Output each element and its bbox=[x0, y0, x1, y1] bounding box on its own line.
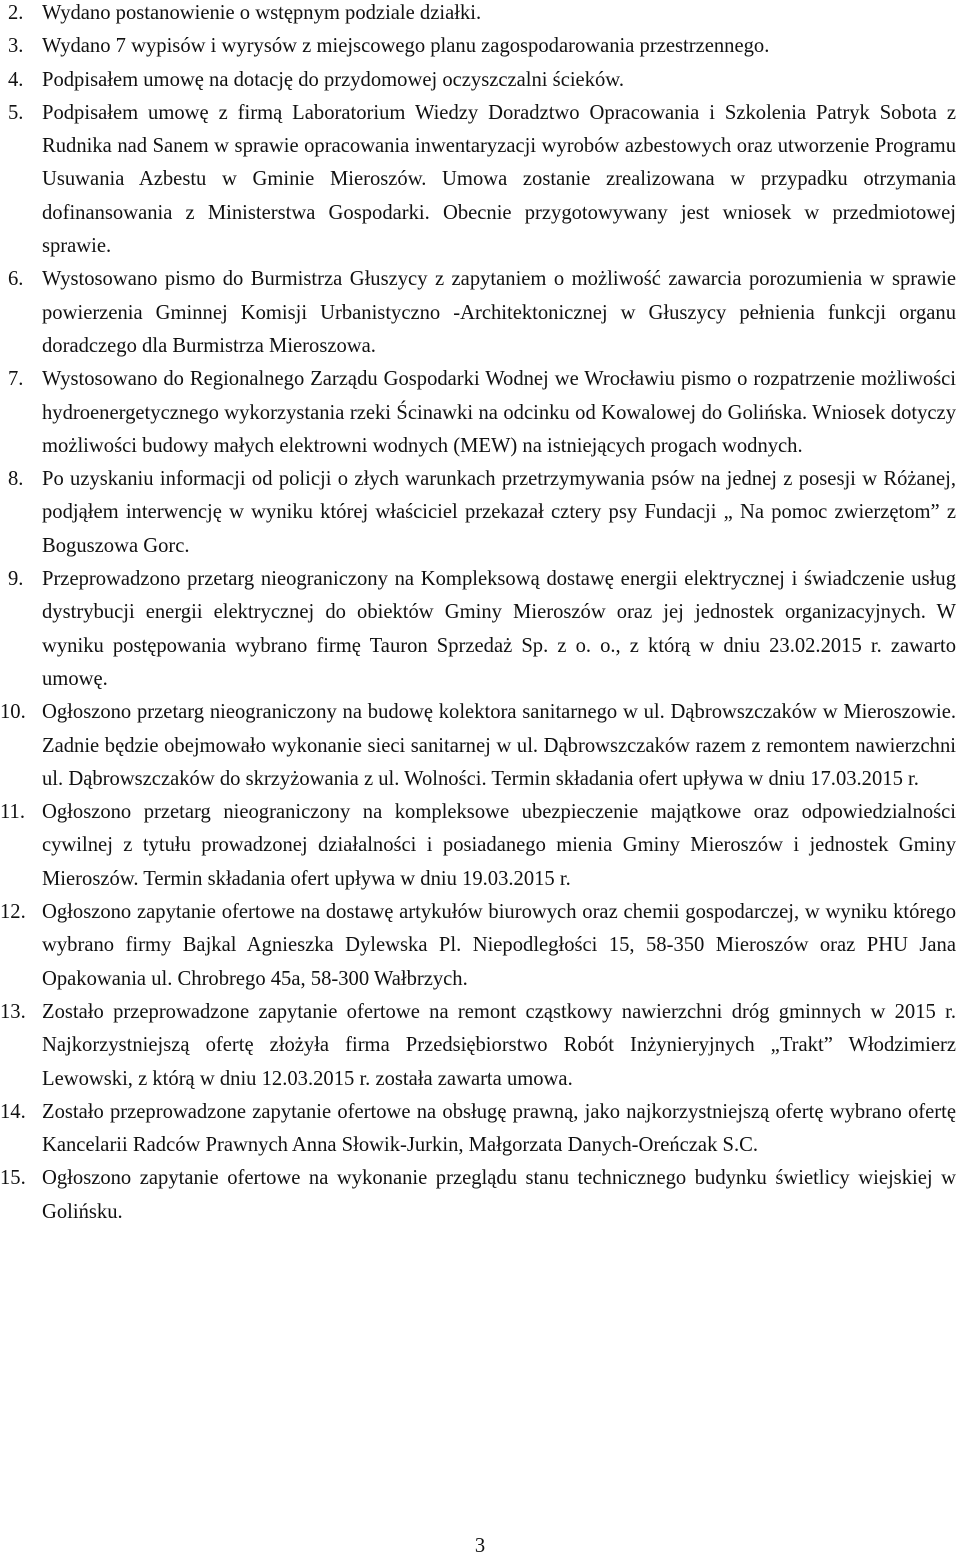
list-item bbox=[0, 796, 960, 896]
item-text: Zostało przeprowadzone zapytanie ofertowe na obsługę prawną, jako najkorzystniejszą ofertę wybrano ofertę Kancelarii Radców Prawnych Anna Słowik-Jurkin, Małgorzata Danych-Oreńczak S.C. bbox=[42, 1100, 956, 1157]
list-item bbox=[0, 97, 960, 263]
list-item bbox=[0, 1096, 960, 1163]
item-text: Ogłoszono przetarg nieograniczony na budowę kolektora sanitarnego w ul. Dąbrowszczaków w Mieroszowie. Zadnie będzie obejmowało wykonanie sieci sanitarnej w ul. Dąbrowszczaków razem z remontem nawierzchni ul. Dąbrowszczaków do skrzyżowania z ul. Wolności. Termin składania ofert upływa w dniu 17.03.2015 r. bbox=[42, 701, 956, 790]
list-item bbox=[0, 896, 960, 996]
item-text: Wydano 7 wypisów i wyrysów z miejscowego planu zagospodarowania przestrzennego. bbox=[42, 35, 770, 58]
item-number: 5. bbox=[8, 101, 24, 124]
list-item bbox=[0, 30, 960, 63]
item-number: 6. bbox=[8, 268, 24, 291]
item-text: Ogłoszono zapytanie ofertowe na dostawę artykułów biurowych oraz chemii gospodarczej, w wyniku którego wybrano firmy Bajkal Agnieszka Dylewska Pl. Niepodległości 15, 58-350 Mieroszów oraz PHU Jana Opakowania ul. Chrobrego 45a, 58-300 Wałbrzych. bbox=[42, 901, 956, 990]
list-item bbox=[0, 996, 960, 1096]
item-number: 10. bbox=[0, 701, 26, 724]
list-item bbox=[0, 363, 960, 463]
item-text: Podpisałem umowę z firmą Laboratorium Wiedzy Doradztwo Opracowania i Szkolenia Patryk Sobota z Rudnika nad Sanem w sprawie opracowania inwentaryzacji wyrobów azbestowych oraz utworzenie Programu Usuwania Azbestu w Gminie Mieroszów. Umowa zostanie zrealizowana w przypadku otrzymania dofinansowania z Ministerstwa Gospodarki. Obecnie przygotowywany jest wniosek w przedmiotowej sprawie. bbox=[42, 101, 956, 258]
item-text: Wystosowano pismo do Burmistrza Głuszycy z zapytaniem o możliwość zawarcia porozumienia w sprawie powierzenia Gminnej Komisji Urbanistyczno -Architektonicznej w Głuszycy pełnienia funkcji organu doradczego dla Burmistrza Mieroszowa. bbox=[42, 268, 956, 357]
item-text: Przeprowadzono przetarg nieograniczony na Kompleksową dostawę energii elektrycznej i świadczenie usług dystrybucji energii elektrycznej do obiektów Gminy Mieroszów oraz jej jednostek organizacyjnych. W wyniku postępowania wybrano firmę Tauron Sprzedaż Sp. z o. o., z którą w dniu 23.02.2015 r. zawarto umowę. bbox=[42, 568, 956, 690]
item-text: Podpisałem umowę na dotację do przydomowej oczyszczalni ścieków. bbox=[42, 68, 624, 91]
item-number: 13. bbox=[0, 1000, 26, 1023]
item-number: 2. bbox=[8, 2, 24, 24]
item-text: Wystosowano do Regionalnego Zarządu Gospodarki Wodnej we Wrocławiu pismo o rozpatrzenie możliwości hydroenergetycznego wykorzystania rzeki Ścinawki na odcinku od Kowalowej do Golińska. Wniosek dotyczy możliwości budowy małych elektrowni wodnych (MEW) na istniejących progach wodnych. bbox=[42, 368, 956, 457]
item-text: Ogłoszono przetarg nieograniczony na kompleksowe ubezpieczenie majątkowe oraz odpowiedzialności cywilnej z tytułu prowadzonej działalności i posiadanego mienia Gminy Mieroszów i jednostek Gminy Mieroszów. Termin składania ofert upływa w dniu 19.03.2015 r. bbox=[42, 801, 956, 890]
item-number: 11. bbox=[0, 801, 25, 824]
item-text: Ogłoszono zapytanie ofertowe na wykonanie przeglądu stanu technicznego budynku świetlicy wiejskiej w Golińsku. bbox=[42, 1167, 956, 1223]
item-text: Wydano postanowienie o wstępnym podziale działki. bbox=[42, 2, 482, 24]
item-number: 12. bbox=[0, 901, 26, 924]
list-item bbox=[0, 64, 960, 97]
item-number: 7. bbox=[8, 368, 24, 391]
list-item bbox=[0, 463, 960, 563]
list-item bbox=[0, 563, 960, 696]
item-number: 9. bbox=[8, 568, 24, 591]
item-text: Po uzyskaniu informacji od policji o złych warunkach przetrzymywania psów na jednej z posesji w Różanej, podjąłem interwencję w wyniku której właściciel przekazał cztery psy Fundacji „ Na pomoc zwierzętom” z Boguszowa Gorc. bbox=[42, 468, 956, 557]
list-item bbox=[0, 0, 960, 30]
item-text: Zostało przeprowadzone zapytanie ofertowe na remont cząstkowy nawierzchni dróg gminnych w 2015 r. Najkorzystniejszą ofertę złożyła firma Przedsiębiorstwo Robót Inżynieryjnych „Trakt” Włodzimierz Lewowski, z którą w dniu 12.03.2015 r. została zawarta umowa. bbox=[42, 1000, 956, 1090]
item-number: 4. bbox=[8, 68, 24, 91]
item-number: 15. bbox=[0, 1167, 26, 1190]
item-number: 14. bbox=[0, 1100, 26, 1123]
item-number: 3. bbox=[8, 35, 24, 58]
list-item bbox=[0, 696, 960, 796]
page-number: 3 bbox=[474, 1535, 486, 1557]
list-item bbox=[0, 1162, 960, 1229]
list-item bbox=[0, 263, 960, 363]
item-number: 8. bbox=[8, 468, 24, 491]
